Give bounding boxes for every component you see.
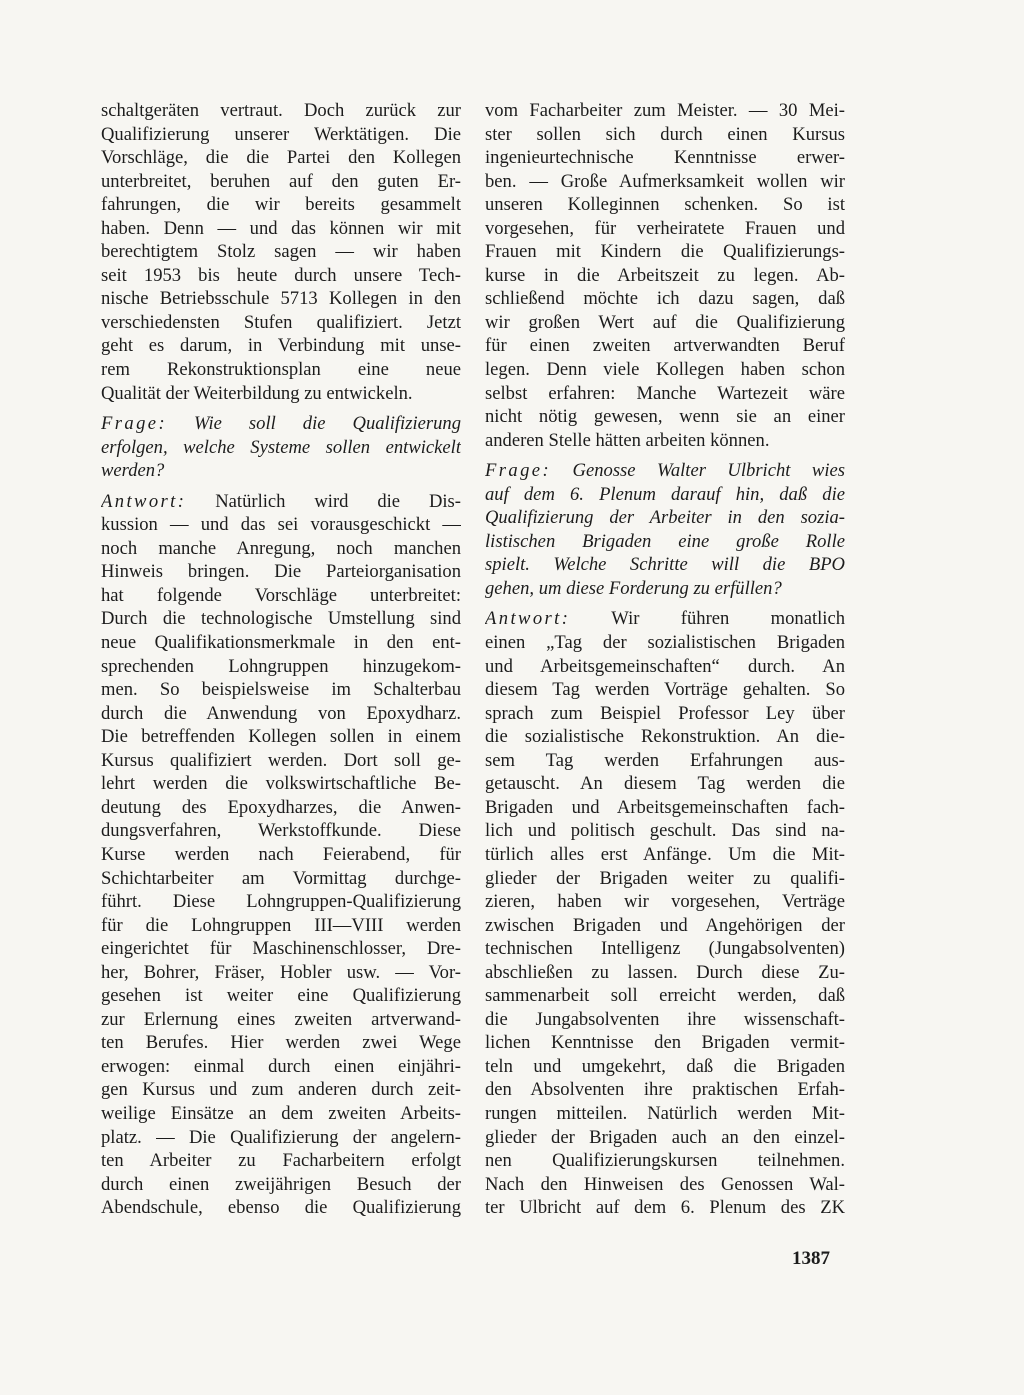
- line-text: dungsverfahren, Werkstoffkunde. Diese: [101, 820, 461, 842]
- speaker-label: Frage:: [101, 413, 168, 435]
- text-line: [101, 170, 461, 194]
- paragraph-gap: [485, 452, 845, 459]
- line-text: glieder der Brigaden weiter zu qualifi-: [485, 867, 845, 889]
- line-text: schaltgeräten vertraut. Doch zurück zur: [101, 100, 461, 121]
- text-line: [101, 678, 461, 702]
- text-line: [101, 146, 461, 170]
- line-text: zwischen Brigaden und Angehörigen der: [485, 914, 845, 936]
- text-line: [101, 459, 461, 483]
- text-line: [485, 772, 845, 796]
- text-line: [101, 1008, 461, 1032]
- text-line: [101, 749, 461, 773]
- line-text: fahrungen, die wir bereits gesammelt: [101, 194, 461, 216]
- line-text: Nach den Hinweisen des Genossen Wal-: [485, 1173, 845, 1195]
- text-line: [485, 607, 845, 631]
- speaker-label: Antwort:: [101, 490, 187, 512]
- line-text: gehen, um diese Forderung zu erfüllen?: [485, 577, 782, 599]
- text-line: [101, 1196, 461, 1220]
- text-line: [101, 193, 461, 217]
- line-text: Genosse Walter Ulbricht wies: [551, 460, 845, 482]
- line-text: schließend möchte ich dazu sagen, daß: [485, 288, 845, 310]
- text-line: [485, 99, 845, 123]
- line-text: teln und umgekehrt, daß die Brigaden: [485, 1055, 845, 1077]
- line-text: Brigaden und Arbeitsgemeinschaften fach-: [485, 796, 845, 818]
- line-text: Die betreffenden Kollegen sollen in einem: [101, 726, 461, 748]
- text-line: [101, 772, 461, 796]
- paragraph-gap: [101, 405, 461, 412]
- text-line: [485, 1055, 845, 1079]
- line-text: lich und politisch geschult. Das sind na-: [485, 820, 845, 842]
- line-text: Durch die technologische Umstellung sind: [101, 608, 461, 630]
- text-line: [101, 607, 461, 631]
- text-line: [485, 217, 845, 241]
- speaker-label: Frage:: [485, 460, 552, 482]
- text-line: [485, 382, 845, 406]
- line-text: einen „Tag der sozialistischen Brigaden: [485, 632, 845, 654]
- text-line: [101, 584, 461, 608]
- text-line: [101, 1078, 461, 1102]
- text-line: [101, 819, 461, 843]
- line-text: Frauen mit Kindern die Qualifizierungs-: [485, 241, 845, 263]
- text-line: [485, 240, 845, 264]
- line-text: weilige Einsätze an dem zweiten Arbeits-: [101, 1102, 461, 1124]
- line-text: nen Qualifizierungskursen teilnehmen.: [485, 1150, 845, 1172]
- text-line: [485, 553, 845, 577]
- line-text: Wie soll die Qualifizierung: [167, 413, 461, 435]
- line-text: ingenieurtechnische Kenntnisse erwer-: [485, 147, 845, 169]
- paragraph-gap: [485, 600, 845, 607]
- text-line: [101, 412, 461, 436]
- line-text: ter Ulbricht auf dem 6. Plenum des ZK: [485, 1197, 845, 1219]
- line-text: spielt. Welche Schritte will die BPO: [485, 554, 845, 576]
- text-line: [101, 334, 461, 358]
- text-line: [485, 796, 845, 820]
- text-line: [485, 843, 845, 867]
- text-line: [485, 170, 845, 194]
- text-line: [485, 146, 845, 170]
- text-line: [485, 405, 845, 429]
- line-text: diesem Tag werden Vorträge gehalten. So: [485, 679, 845, 701]
- line-text: sprach zum Beispiel Professor Ley über: [485, 702, 845, 724]
- line-text: haben. Denn — und das können wir mit: [101, 217, 461, 239]
- line-text: selbst erfahren: Manche Wartezeit wäre: [485, 382, 845, 404]
- text-line: [485, 1196, 845, 1220]
- text-line: [485, 984, 845, 1008]
- text-line: [485, 287, 845, 311]
- line-text: lichen Kenntnisse den Brigaden vermit-: [485, 1032, 845, 1054]
- line-text: gesehen ist weiter eine Qualifizierung: [101, 985, 461, 1007]
- line-text: glieder der Brigaden auch an den einzel-: [485, 1126, 845, 1148]
- line-text: lehrt werden die volkswirtschaftliche Be-: [101, 773, 461, 795]
- line-text: erfolgen, welche Systeme sollen entwickelt: [101, 436, 461, 458]
- line-text: seit 1953 bis heute durch unsere Tech-: [101, 264, 461, 286]
- text-line: [485, 749, 845, 773]
- line-text: rem Rekonstruktionsplan eine neue: [101, 359, 461, 381]
- line-text: Vorschläge, die die Partei den Kollegen: [101, 147, 461, 169]
- text-line: [101, 631, 461, 655]
- text-line: [101, 287, 461, 311]
- text-line: [485, 961, 845, 985]
- text-line: [101, 1031, 461, 1055]
- text-line: [101, 560, 461, 584]
- text-line: [485, 655, 845, 679]
- line-text: geht es darum, in Verbindung mit unse-: [101, 335, 461, 357]
- line-text: für die Lohngruppen III—VIII werden: [101, 914, 461, 936]
- line-text: für einen zweiten artverwandten Beruf: [485, 335, 845, 357]
- line-text: nische Betriebsschule 5713 Kollegen in den: [101, 288, 461, 310]
- text-line: [485, 1126, 845, 1150]
- text-line: [101, 1102, 461, 1126]
- text-line: [485, 429, 845, 453]
- text-line: [485, 123, 845, 147]
- text-line: [485, 1173, 845, 1197]
- line-text: vorgesehen, für verheiratete Frauen und: [485, 217, 845, 239]
- line-text: legen. Denn viele Kollegen haben schon: [485, 359, 845, 381]
- text-line: [485, 937, 845, 961]
- line-text: sammenarbeit soll erreicht werden, daß: [485, 985, 845, 1007]
- line-text: verschiedensten Stufen qualifiziert. Jetzt: [101, 311, 461, 333]
- line-text: ster sollen sich durch einen Kursus: [485, 123, 845, 145]
- text-line: [101, 382, 461, 406]
- line-text: hat folgende Vorschläge unterbreitet:: [101, 584, 461, 606]
- line-text: platz. — Die Qualifizierung der angelern-: [101, 1126, 461, 1148]
- line-text: erwogen: einmal durch einen einjähri-: [101, 1055, 461, 1077]
- text-line: [485, 914, 845, 938]
- text-line: [101, 843, 461, 867]
- line-text: gen Kursus und zum anderen durch zeit-: [101, 1079, 461, 1101]
- text-line: [101, 123, 461, 147]
- text-line: [485, 1102, 845, 1126]
- text-line: [101, 655, 461, 679]
- text-line: [485, 1008, 845, 1032]
- text-line: [101, 513, 461, 537]
- text-line: [101, 1126, 461, 1150]
- line-text: ben. — Große Aufmerksamkeit wollen wir: [485, 170, 845, 192]
- line-text: Kurse werden nach Feierabend, für: [101, 843, 461, 865]
- text-line: [485, 483, 845, 507]
- line-text: Hinweis bringen. Die Parteiorganisation: [101, 561, 461, 583]
- text-line: [101, 725, 461, 749]
- line-text: sem Tag werden Erfahrungen aus-: [485, 749, 845, 771]
- line-text: Abendschule, ebenso die Qualifizierung: [101, 1197, 461, 1219]
- line-text: Natürlich wird die Dis-: [186, 490, 461, 512]
- line-text: die Jungabsolventen ihre wissenschaft-: [485, 1008, 845, 1030]
- text-line: [485, 530, 845, 554]
- line-text: listischen Brigaden eine große Rolle: [485, 530, 845, 552]
- line-text: den Absolventen ihre praktischen Erfah-: [485, 1079, 845, 1101]
- line-text: abschließen zu lassen. Durch diese Zu-: [485, 961, 845, 983]
- text-line: [485, 193, 845, 217]
- line-text: unseren Kolleginnen schenken. So ist: [485, 194, 845, 216]
- line-text: wir großen Wert auf die Qualifizierung: [485, 311, 845, 333]
- text-line: [485, 311, 845, 335]
- text-line: [485, 264, 845, 288]
- text-line: [485, 819, 845, 843]
- text-line: [101, 436, 461, 460]
- text-line: [101, 1055, 461, 1079]
- line-text: Qualität der Weiterbildung zu entwickeln.: [101, 382, 413, 404]
- line-text: durch die Anwendung von Epoxydharz.: [101, 702, 461, 724]
- line-text: zur Erlernung eines zweiten artverwand-: [101, 1008, 461, 1030]
- left-text-column: [101, 99, 461, 1220]
- line-text: neue Qualifikationsmerkmale in den ent-: [101, 632, 461, 654]
- line-text: zieren, haben wir vorgesehen, Verträge: [485, 891, 845, 913]
- text-line: [101, 311, 461, 335]
- line-text: technischen Intelligenz (Jungabsolventen): [485, 938, 845, 960]
- text-line: [485, 678, 845, 702]
- line-text: rungen mitteilen. Natürlich werden Mit-: [485, 1102, 845, 1124]
- line-text: die sozialistische Rekonstruktion. An die-: [485, 726, 845, 748]
- line-text: Qualifizierung unserer Werktätigen. Die: [101, 123, 461, 145]
- line-text: durch einen zweijährigen Besuch der: [101, 1173, 461, 1195]
- line-text: berechtigtem Stolz sagen — wir haben: [101, 241, 461, 263]
- line-text: men. So beispielsweise im Schalterbau: [101, 679, 461, 701]
- text-line: [485, 890, 845, 914]
- line-text: Schichtarbeiter am Vormittag durchge-: [101, 867, 461, 889]
- text-line: [101, 890, 461, 914]
- text-line: [485, 1031, 845, 1055]
- text-line: [485, 506, 845, 530]
- line-text: noch manche Anregung, noch manchen: [101, 537, 461, 559]
- text-line: [101, 264, 461, 288]
- right-text-column: [485, 99, 845, 1220]
- text-line: [485, 631, 845, 655]
- line-text: kurse in die Arbeitszeit zu legen. Ab-: [485, 264, 845, 286]
- text-line: [485, 334, 845, 358]
- line-text: werden?: [101, 460, 165, 482]
- line-text: unterbreitet, beruhen auf den guten Er-: [101, 170, 461, 192]
- line-text: getauscht. An diesem Tag werden die: [485, 773, 845, 795]
- text-line: [101, 240, 461, 264]
- text-line: [101, 961, 461, 985]
- line-text: deutung des Epoxydharzes, die Anwen-: [101, 796, 461, 818]
- line-text: türlich alles erst Anfänge. Um die Mit-: [485, 843, 845, 865]
- text-line: [485, 702, 845, 726]
- text-line: [101, 1173, 461, 1197]
- text-line: [485, 459, 845, 483]
- text-line: [485, 1078, 845, 1102]
- line-text: nicht nötig gewesen, wenn sie an einer: [485, 406, 845, 428]
- text-line: [101, 867, 461, 891]
- line-text: auf dem 6. Plenum darauf hin, daß die: [485, 483, 845, 505]
- text-line: [101, 984, 461, 1008]
- line-text: Wir führen monatlich: [570, 608, 845, 630]
- text-line: [101, 914, 461, 938]
- text-line: [101, 217, 461, 241]
- text-line: [485, 1149, 845, 1173]
- text-line: [101, 796, 461, 820]
- text-line: [485, 577, 845, 601]
- page-number: 1387: [792, 1248, 830, 1269]
- text-line: [485, 867, 845, 891]
- line-text: vom Facharbeiter zum Meister. — 30 Mei-: [485, 100, 845, 121]
- line-text: führt. Diese Lohngruppen-Qualifizierung: [101, 891, 461, 913]
- line-text: Kursus qualifiziert werden. Dort soll ge-: [101, 749, 461, 771]
- line-text: her, Bohrer, Fräser, Hobler usw. — Vor-: [101, 961, 461, 983]
- line-text: sprechenden Lohngruppen hinzugekom-: [101, 655, 461, 677]
- line-text: eingerichtet für Maschinenschlosser, Dre-: [101, 938, 461, 960]
- line-text: und Arbeitsgemeinschaften“ durch. An: [485, 655, 845, 677]
- paragraph-gap: [101, 483, 461, 490]
- text-line: [101, 537, 461, 561]
- text-line: [101, 358, 461, 382]
- text-line: [485, 725, 845, 749]
- line-text: kussion — und das sei vorausgeschickt —: [101, 514, 461, 536]
- line-text: anderen Stelle hätten arbeiten können.: [485, 429, 770, 451]
- line-text: ten Arbeiter zu Facharbeitern erfolgt: [101, 1150, 461, 1172]
- speaker-label: Antwort:: [485, 608, 571, 630]
- line-text: Qualifizierung der Arbeiter in den sozia-: [485, 507, 845, 529]
- text-line: [101, 937, 461, 961]
- text-line: [101, 490, 461, 514]
- line-text: ten Berufes. Hier werden zwei Wege: [101, 1032, 461, 1054]
- text-line: [101, 1149, 461, 1173]
- text-line: [101, 702, 461, 726]
- text-line: [485, 358, 845, 382]
- text-line: [101, 99, 461, 123]
